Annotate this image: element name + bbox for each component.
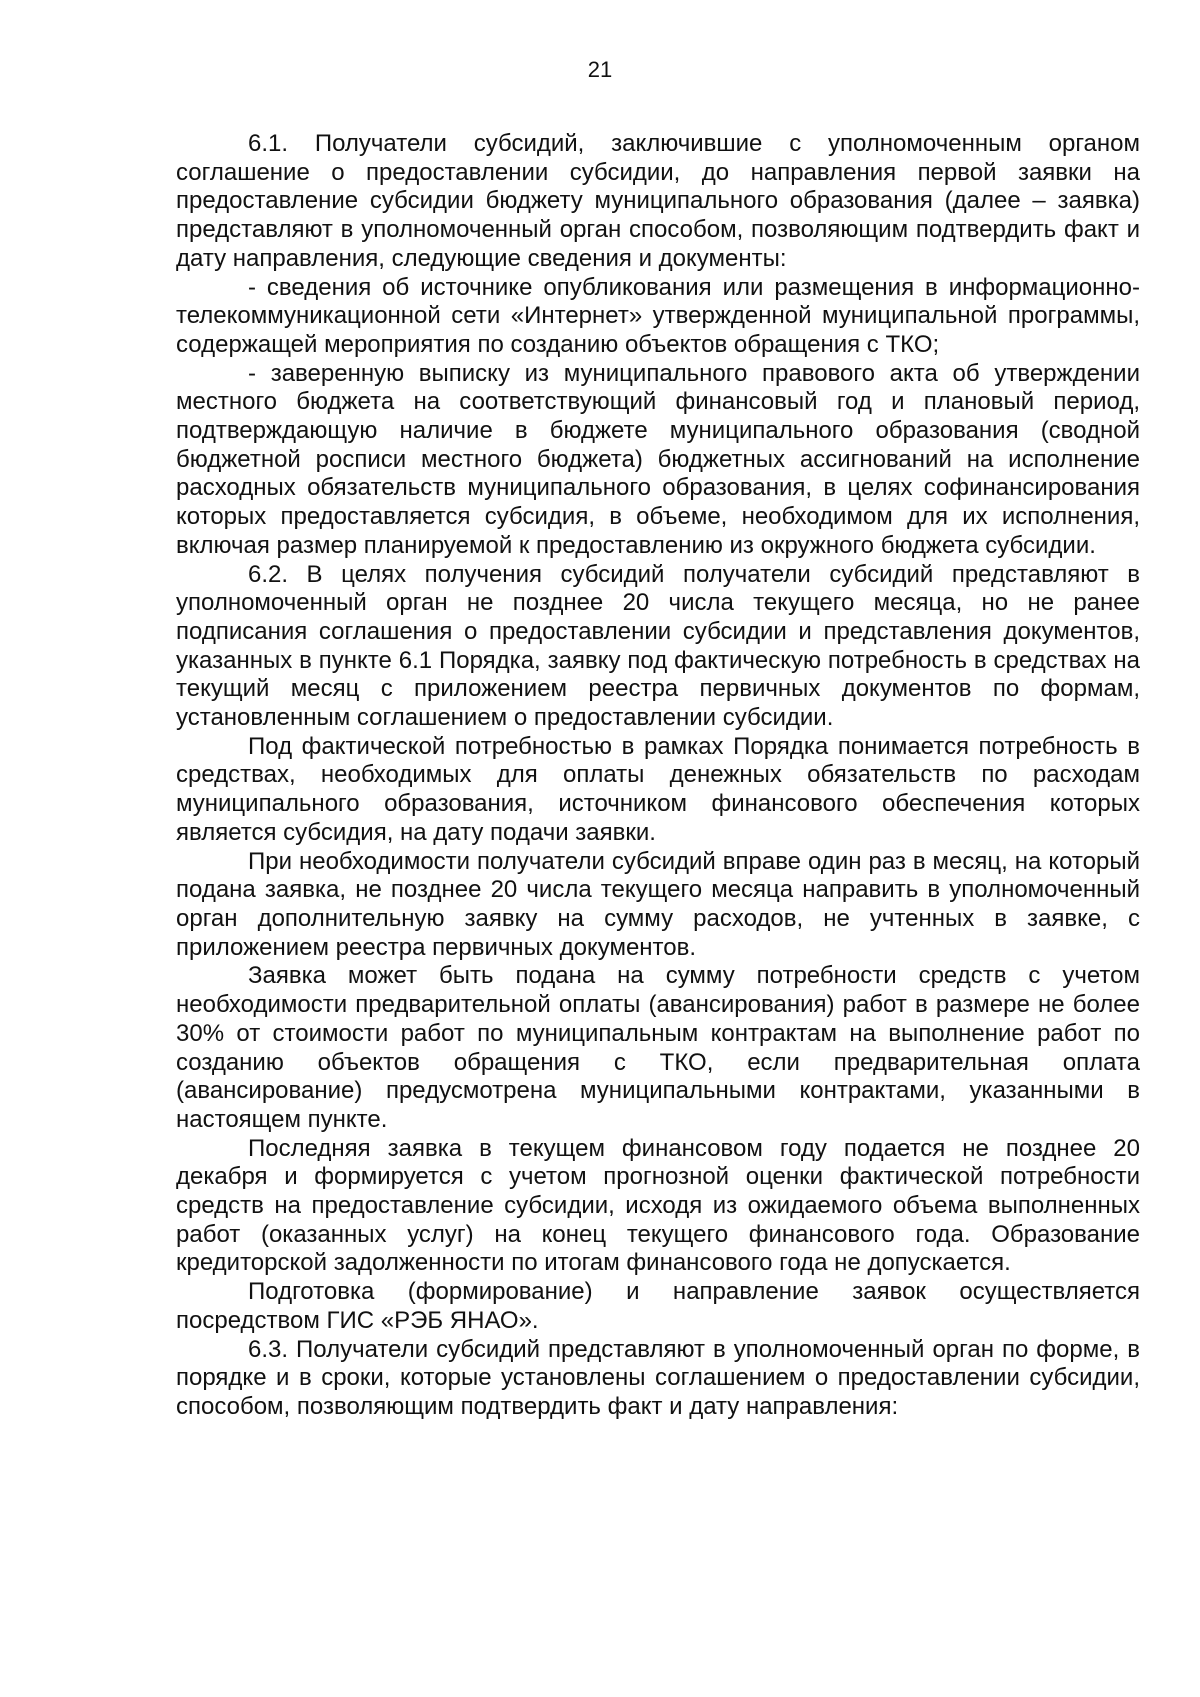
- paragraph-6-3: 6.3. Получатели субсидий представляют в уполномоченный орган по форме, в порядке и в сроки, которые установлены соглашением о предоставлении субсидии, способом, позволяющим подтвердить факт и дату направления:: [176, 1335, 1140, 1420]
- paragraph-additional-request: При необходимости получатели субсидий вправе один раз в месяц, на который подана заявка, не позднее 20 числа текущего месяца направить в уполномоченный орган дополнительную заявку на сумму расходов, не учтенных в заявке, с приложением реестра первичных документов.: [176, 847, 1140, 961]
- list-item-program-info: - сведения об источнике опубликования или размещения в информационно-телекоммуникационной сети «Интернет» утвержденной муниципальной программы, содержащей мероприятия по созданию объектов обращения с ТКО;: [176, 273, 1140, 358]
- paragraph-advance-payment: Заявка может быть подана на сумму потребности средств с учетом необходимости предварительной оплаты (авансирования) работ в размере не более 30% от стоимости работ по муниципальным контрактам на выполнение работ по созданию объектов обращения с ТКО, если предварительная оплата (авансирование) предусмотрена муниципальными контрактами, указанными в настоящем пункте.: [176, 962, 1140, 1133]
- page-number: 21: [587, 57, 613, 82]
- paragraph-6-2: 6.2. В целях получения субсидий получатели субсидий представляют в уполномоченный орган не позднее 20 числа текущего месяца, но не ранее подписания соглашения о предоставлении субсидии и представления документов, указанных в пункте 6.1 Порядка, заявку под фактическую потребность в средствах на текущий месяц с приложением реестра первичных документов по формам, установленным соглашением о предоставлении субсидии.: [176, 560, 1140, 732]
- paragraph-actual-need: Под фактической потребностью в рамках Порядка понимается потребность в средствах, необходимых для оплаты денежных обязательств по расходам муниципального образования, источником финансового обеспечения которых является субсидия, на дату подачи заявки.: [176, 732, 1140, 846]
- paragraph-last-request: Последняя заявка в текущем финансовом году подается не позднее 20 декабря и формируется с учетом прогнозной оценки фактической потребности средств на предоставление субсидии, исходя из ожидаемого объема выполненных работ (оказанных услуг) на конец текущего финансового года. Образование кредиторской задолженности по итогам финансового года не допускается.: [176, 1134, 1140, 1277]
- list-item-budget-extract: - заверенную выписку из муниципального правового акта об утверждении местного бюджета на соответствующий финансовый год и плановый период, подтверждающую наличие в бюджете муниципального образования (сводной бюджетной росписи местного бюджета) бюджетных ассигнований на исполнение расходных обязательств муниципального образования, в целях софинансирования которых предоставляется субсидия, в объеме, необходимом для их исполнения, включая размер планируемой к предоставлению из окружного бюджета субсидии.: [176, 359, 1140, 559]
- document-body: [176, 130, 1140, 1422]
- paragraph-gis-reb: Подготовка (формирование) и направление заявок осуществляется посредством ГИС «РЭБ ЯНАО».: [176, 1278, 1140, 1334]
- paragraph-6-1: 6.1. Получатели субсидий, заключившие с уполномоченным органом соглашение о предоставлении субсидии, до направления первой заявки на предоставление субсидии бюджету муниципального образования (далее – заявка) представляют в уполномоченный орган способом, позволяющим подтвердить факт и дату направления, следующие сведения и документы:: [176, 130, 1140, 272]
